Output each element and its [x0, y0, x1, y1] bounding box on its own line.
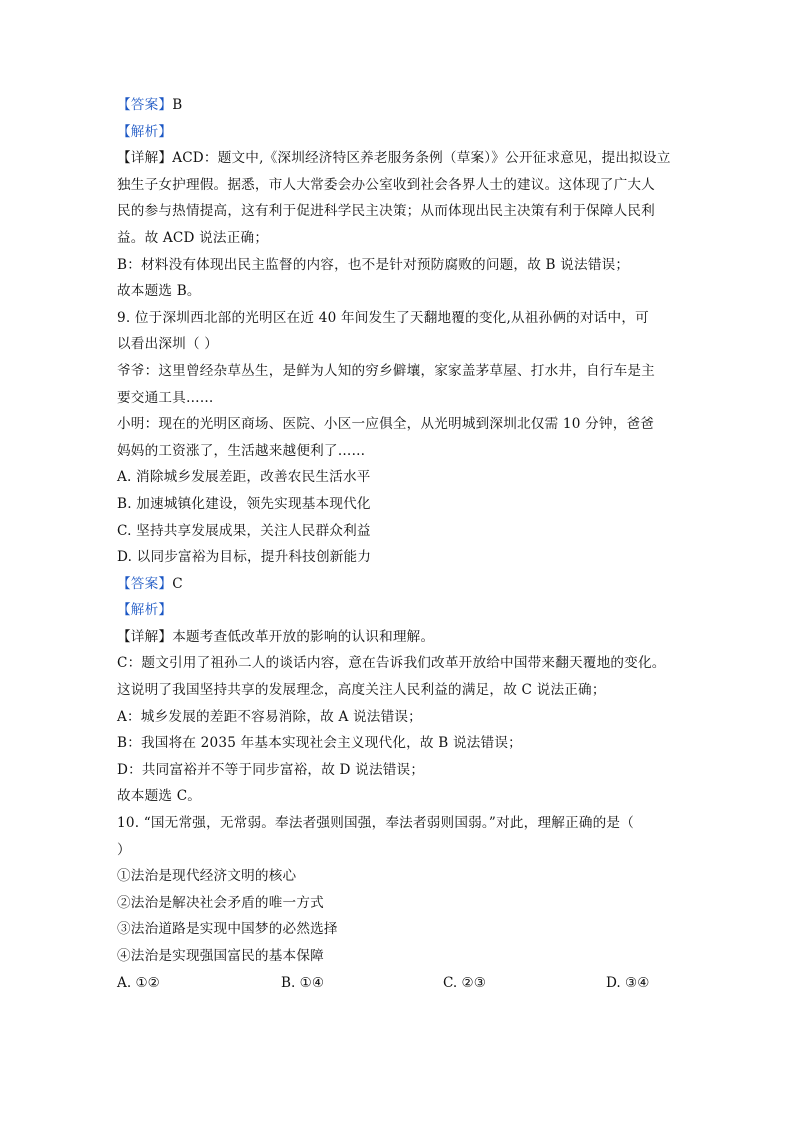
answer-line — [117, 92, 677, 119]
dialogue-line: 小明：现在的光明区商场、医院、小区一应俱全，从光明城到深圳北仅需 10 分钟，爸爸 — [117, 416, 655, 433]
detail-line — [117, 145, 677, 172]
dialogue-line: 要交通工具…… — [117, 389, 214, 406]
answer-value: C — [172, 575, 183, 592]
option-a: A. ①② — [117, 974, 160, 991]
detail-line: D：共同富裕并不等于同步富裕，故 D 说法错误； — [117, 761, 425, 778]
dialogue-line: 妈妈的工资涨了，生活越来越便利了…… — [117, 442, 366, 459]
detail-line: 益。故 ACD 说法正确； — [117, 229, 269, 246]
question-stem: 以看出深圳（ ） — [117, 336, 219, 353]
conclusion-line: 故本题选 B。 — [117, 283, 201, 300]
detail-text: 本题考查低改革开放的影响的认识和理解。 — [172, 628, 435, 645]
analysis-tag: 【解析】 — [117, 602, 173, 619]
dialogue-line: 爷爷：这里曾经杂草丛生，是鲜为人知的穷乡僻壤，家家盖茅草屋、打水井，自行车是主 — [117, 362, 655, 379]
answer-tag: 【答案】 — [117, 97, 173, 113]
document-page — [117, 92, 677, 996]
statement-item: ②法治是解决社会矛盾的唯一方式 — [117, 894, 324, 911]
statement-item: ①法治是现代经济文明的核心 — [117, 868, 297, 885]
option-b: B. 加速城镇化建设，领先实现基本现代化 — [117, 495, 371, 512]
option-d: D. ③④ — [606, 974, 650, 991]
detail-tag: 【详解】 — [117, 628, 173, 645]
detail-line: B：我国将在 2035 年基本实现社会主义现代化，故 B 说法错误； — [117, 735, 522, 752]
analysis-line — [117, 119, 677, 146]
option-a: A. 消除城乡发展差距，改善农民生活水平 — [117, 469, 371, 486]
detail-line: A：城乡发展的差距不容易消除，故 A 说法错误； — [117, 708, 422, 725]
question-stem: 10. “国无常强，无常弱。奉法者强则国强，奉法者弱则国弱。”对此，理解正确的是（ — [117, 815, 635, 832]
detail-line: 这说明了我国坚持共享的发展理念，高度关注人民利益的满足，故 C 说法正确； — [117, 682, 606, 699]
option-c: C. ②③ — [443, 974, 486, 991]
statement-item: ④法治是实现强国富民的基本保障 — [117, 948, 324, 964]
question-stem: 9. 位于深圳西北部的光明区在近 40 年间发生了天翻地覆的变化,从祖孙俩的对话中，可 — [117, 309, 649, 326]
detail-line: 独生子女护理假。据悉，市人大常委会办公室收到社会各界人士的建议。这体现了广大人 — [117, 176, 655, 193]
answer-tag: 【答案】 — [117, 575, 173, 592]
detail-text: ACD：题文中,《深圳经济特区养老服务条例（草案）》公开征求意见，提出拟设立 — [172, 150, 671, 167]
statement-item: ③法治道路是实现中国梦的必然选择 — [117, 921, 338, 938]
question-stem: ） — [117, 841, 131, 858]
analysis-tag: 【解析】 — [117, 123, 173, 140]
detail-line: 民的参与热情提高，这有利于促进科学民主决策；从而体现出民主决策有利于保障人民利 — [117, 203, 655, 220]
detail-line: C：题文引用了祖孙二人的谈话内容，意在告诉我们改革开放给中国带来翻天覆地的变化。 — [117, 655, 666, 672]
detail-line: B：材料没有体现出民主监督的内容，也不是针对预防腐败的问题，故 B 说法错误； — [117, 256, 630, 273]
option-c: C. 坚持共享发展成果，关注人民群众利益 — [117, 522, 371, 539]
conclusion-line: 故本题选 C。 — [117, 788, 202, 805]
option-d: D. 以同步富裕为目标，提升科技创新能力 — [117, 549, 372, 566]
detail-line — [117, 624, 677, 651]
option-b: B. ①④ — [281, 974, 325, 991]
answer-value: B — [172, 97, 183, 113]
detail-tag: 【详解】 — [117, 150, 173, 167]
answer-line — [117, 571, 677, 598]
analysis-line — [117, 597, 677, 624]
options-row — [117, 970, 677, 997]
